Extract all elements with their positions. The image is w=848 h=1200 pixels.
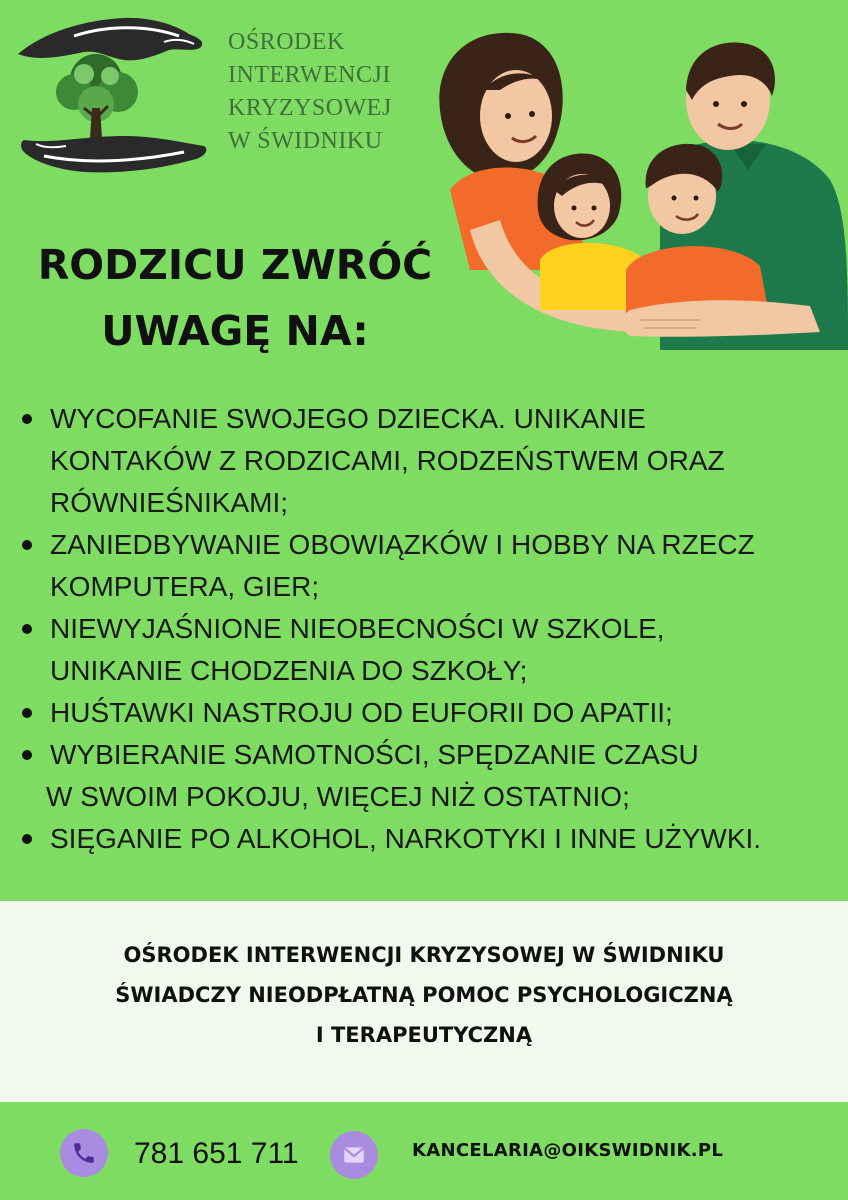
list-item-line: WYCOFANIE SWOJEGO DZIECKA. UNIKANIE xyxy=(50,403,646,434)
list-item xyxy=(22,818,832,860)
phone-icon[interactable] xyxy=(60,1129,108,1177)
list-item xyxy=(22,608,832,692)
bullet-icon xyxy=(22,708,32,718)
info-box xyxy=(0,901,848,1102)
bullet-icon xyxy=(22,834,32,844)
list-item xyxy=(22,692,832,734)
list-item-line: NIEWYJAŚNIONE NIEOBECNOŚCI W SZKOLE, xyxy=(50,613,665,644)
phone-number[interactable]: 781 651 711 xyxy=(134,1137,299,1170)
bullet-icon xyxy=(22,540,32,550)
org-name-line: W ŚWIDNIKU xyxy=(228,128,383,154)
list-item-line: ZANIEDBYWANIE OBOWIĄZKÓW I HOBBY NA RZECZ xyxy=(50,529,755,560)
mail-icon[interactable] xyxy=(330,1131,378,1179)
info-line: ŚWIADCZY NIEODPŁATNĄ POMOC PSYCHOLOGICZNĄ xyxy=(115,983,733,1007)
list-item xyxy=(22,734,832,818)
list-item-line: RÓWNIEŚNIKAMI; xyxy=(50,487,289,518)
logo-hands-tree xyxy=(14,12,214,182)
family-illustration xyxy=(430,20,848,350)
list-item-line: KONTAKÓW Z RODZICAMI, RODZEŃSTWEM ORAZ xyxy=(50,445,725,476)
list-item-line: WYBIERANIE SAMOTNOŚCI, SPĘDZANIE CZASU xyxy=(50,739,699,770)
list-item-line: UNIKANIE CHODZENIA DO SZKOŁY; xyxy=(50,655,528,686)
list-item-line: HUŚTAWKI NASTROJU OD EUFORII DO APATII; xyxy=(50,697,673,728)
info-line: OŚRODEK INTERWENCJI KRYZYSOWEJ W ŚWIDNIKU xyxy=(123,943,725,967)
org-name-line: KRYZYSOWEJ xyxy=(228,95,392,121)
contact-footer xyxy=(0,1102,848,1200)
bullet-icon xyxy=(22,414,32,424)
bullet-icon xyxy=(22,750,32,760)
bullet-icon xyxy=(22,624,32,634)
org-name-line: INTERWENCJI xyxy=(228,62,391,88)
headline-line: RODZICU ZWRÓĆ xyxy=(37,241,433,289)
list-item xyxy=(22,524,832,608)
list-item-line: SIĘGANIE PO ALKOHOL, NARKOTYKI I INNE UŻYWKI. xyxy=(50,823,762,854)
organization-name xyxy=(228,26,392,158)
warning-signs-list xyxy=(22,398,832,860)
info-line: I TERAPEUTYCZNĄ xyxy=(315,1023,533,1047)
list-item-line: W SWOIM POKOJU, WIĘCEJ NIŻ OSTATNIO; xyxy=(46,781,630,812)
list-item-line: KOMPUTERA, GIER; xyxy=(50,571,320,602)
org-name-line: OŚRODEK xyxy=(228,29,345,55)
headline xyxy=(0,232,470,364)
email-link[interactable]: KANCELARIA@OIKSWIDNIK.PL xyxy=(412,1140,724,1161)
headline-line: UWAGĘ NA: xyxy=(101,307,369,355)
list-item xyxy=(22,398,832,524)
